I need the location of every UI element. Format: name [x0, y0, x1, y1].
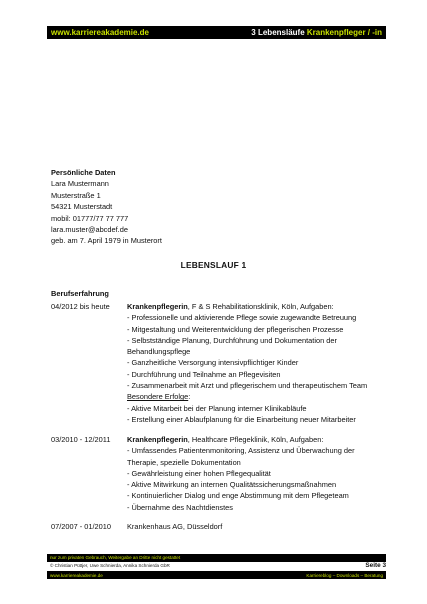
footer-bottom-bar — [47, 571, 386, 579]
entry-task: - Zusammenarbeit mit Arzt und pflegerischem und therapeutischem Team — [127, 381, 368, 391]
entry-role: Krankenpflegerin — [127, 302, 188, 311]
entry-date: 03/2010 - 12/2011 — [51, 435, 111, 444]
entry-task: - Gewährleistung einer hohen Pflegequalität — [127, 468, 271, 478]
footer-notice-bar: nur zum privaten Gebrauch, Weitergabe an Dritte nicht gestattet — [47, 554, 386, 562]
document-title: LEBENSLAUF 1 — [180, 260, 247, 270]
entry-body — [127, 434, 387, 513]
footer-page-number: Seite 3 — [365, 562, 386, 569]
personal-mobile: mobil: 01777/77 77 777 — [51, 213, 129, 223]
entry-task: - Übernahme des Nachtdienstes — [127, 502, 233, 512]
footer-site-link[interactable]: www.karriereakademie.de — [50, 572, 103, 578]
entry-achievement: - Erstellung einer Ablaufplanung für die Einarbeitung neuer Mitarbeiter — [127, 414, 356, 424]
entry-heading — [127, 301, 387, 312]
header-bar — [47, 26, 386, 39]
entry-body — [127, 301, 387, 425]
entry-date: 07/2007 - 01/2010 — [51, 522, 111, 531]
entry-employer: , F & S Rehabilitationsklinik, Köln, Aufgaben: — [187, 302, 334, 311]
header-title — [251, 26, 382, 39]
entry-task: Therapie, spezielle Dokumentation — [127, 457, 241, 467]
personal-street: Musterstraße 1 — [51, 190, 101, 200]
entry-task: - Umfassendes Patientenmonitoring, Assistenz und Überwachung der — [127, 446, 355, 456]
entry-employer: , Healthcare Pflegeklinik, Köln, Aufgaben: — [187, 435, 324, 444]
entry-task: - Mitgestaltung und Weiterentwicklung der pflegerischen Prozesse — [127, 324, 344, 334]
personal-city: 54321 Musterstadt — [51, 202, 113, 212]
entry-body — [127, 521, 387, 532]
header-title-prefix: 3 Lebensläufe — [251, 28, 307, 37]
footer-copyright: © Christian Püttjer, Uwe Schnierda, Annika Schnierda GbR — [50, 563, 170, 568]
entry-role: Krankenpflegerin — [127, 435, 188, 444]
personal-email: lara.muster@abcdef.de — [51, 225, 128, 235]
footer-links[interactable]: Karriereblog – Downloads – Beratung — [306, 572, 383, 578]
entry-task: - Ganzheitliche Versorgung intensivpflichtiger Kinder — [127, 358, 299, 368]
personal-birth: geb. am 7. April 1979 in Musterort — [51, 236, 162, 246]
entry-date: 04/2012 bis heute — [51, 302, 110, 311]
entry-achievement: - Aktive Mitarbeit bei der Planung interner Klinikabläufe — [127, 403, 307, 413]
section-title-experience: Berufserfahrung — [51, 289, 109, 298]
entry-subheading — [127, 391, 387, 402]
entry-task: - Selbstständige Planung, Durchführung und Dokumentation der — [127, 335, 337, 345]
entry-employer: Krankenhaus AG, Düsseldorf — [127, 522, 223, 531]
personal-data-block — [51, 167, 162, 247]
entry-task: - Aktive Mitwirkung an internen Qualitätssicherungsmaßnahmen — [127, 480, 337, 490]
entry-subheading-suffix: : — [188, 392, 191, 402]
header-title-accent: Krankenpfleger / -in — [306, 28, 382, 37]
header-site-link[interactable]: www.karriereakademie.de — [51, 28, 149, 37]
entry-task: - Kontinuierlicher Dialog und enge Abstimmung mit dem Pflegeteam — [127, 491, 349, 501]
entry-subheading-label: Besondere Erfolge — [127, 392, 189, 402]
entry-heading — [127, 434, 387, 445]
entry-task: Behandlungspflege — [127, 347, 191, 357]
personal-data-heading: Persönliche Daten — [51, 168, 116, 177]
entry-task: - Durchführung und Teilnahme an Pflegevisiten — [127, 369, 281, 379]
personal-name: Lara Mustermann — [51, 179, 109, 189]
entry-task: - Professionelle und aktivierende Pflege sowie zugewandte Betreuung — [127, 313, 357, 323]
